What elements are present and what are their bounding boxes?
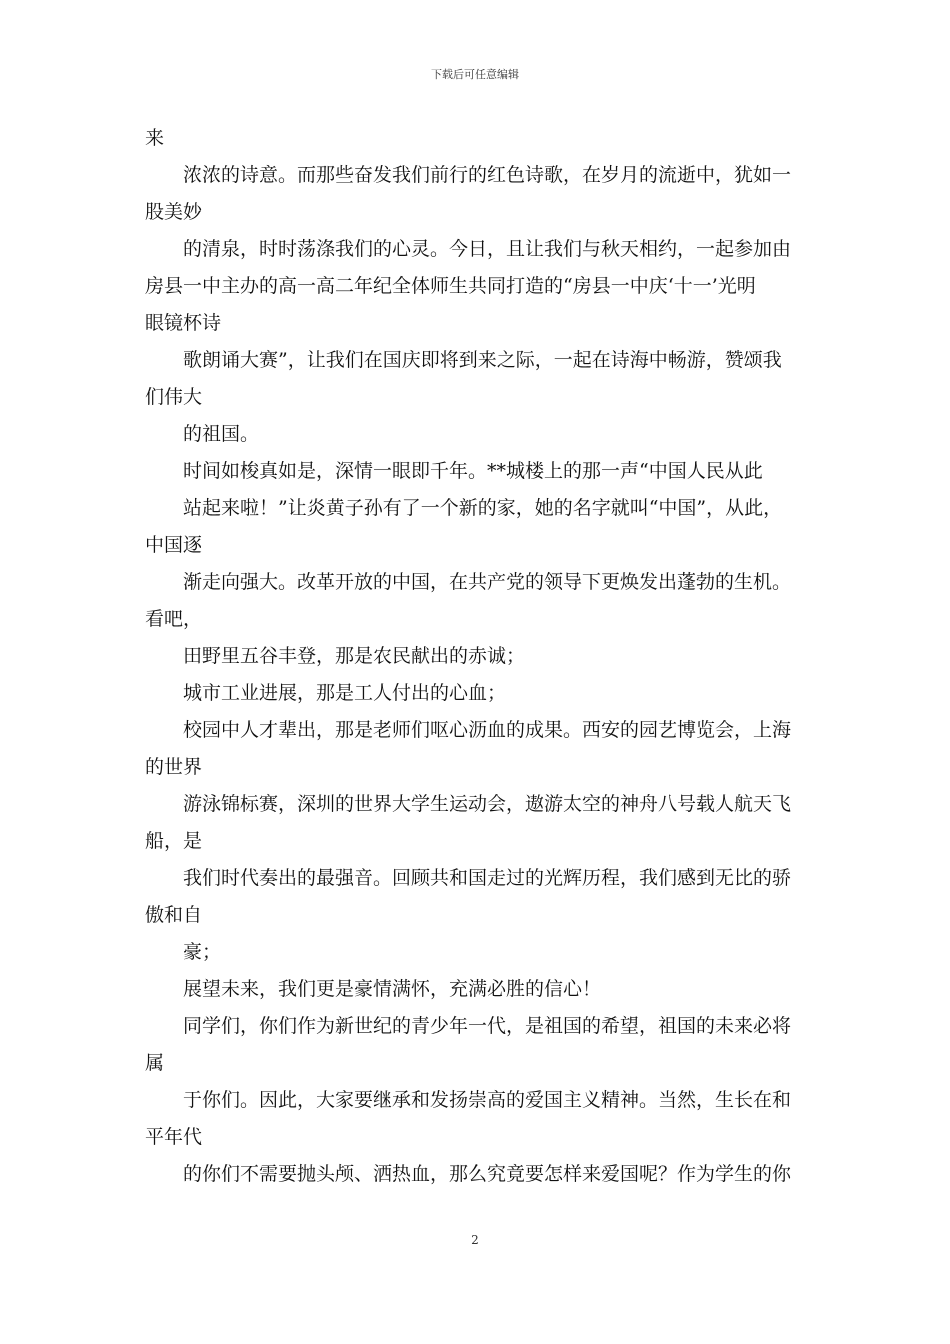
text-line: 站起来啦！”让炎黄子孙有了一个新的家，她的名字就叫“中国”，从此， [183, 497, 783, 519]
page-number: 2 [471, 1233, 479, 1247]
text-line: 渐走向强大。改革开放的中国，在共产党的领导下更焕发出蓬勃的生机。 [183, 571, 792, 593]
text-line: 看吧， [145, 608, 203, 630]
text-line: 眼镜杯诗 [145, 312, 222, 334]
text-line: 股美妙 [145, 201, 203, 223]
text-line: 房县一中主办的高一高二年纪全体师生共同打造的“房县一中庆‘十一’光明 [145, 275, 756, 297]
text-line: 平年代 [145, 1126, 203, 1148]
text-line: 时间如梭真如是，深情一眼即千年。**城楼上的那一声“中国人民从此 [183, 460, 763, 482]
text-line: 中国逐 [145, 534, 203, 556]
text-line: 田野里五谷丰登，那是农民献出的赤诚； [183, 645, 526, 667]
text-line: 校园中人才辈出，那是老师们呕心沥血的成果。西安的园艺博览会，上海 [183, 719, 792, 741]
page-header: 下载后可任意编辑 [431, 68, 519, 81]
text-line: 的清泉，时时荡涤我们的心灵。今日，且让我们与秋天相约，一起参加由 [183, 238, 792, 260]
text-line: 们伟大 [145, 386, 203, 408]
text-line: 我们时代奏出的最强音。回顾共和国走过的光辉历程，我们感到无比的骄 [183, 867, 792, 889]
text-line: 浓浓的诗意。而那些奋发我们前行的红色诗歌，在岁月的流逝中，犹如一 [183, 164, 792, 186]
text-line: 同学们，你们作为新世纪的青少年一代，是祖国的希望，祖国的未来必将 [183, 1015, 792, 1037]
text-line: 的世界 [145, 756, 203, 778]
text-line: 歌朗诵大赛”，让我们在国庆即将到来之际，一起在诗海中畅游，赞颂我 [183, 349, 782, 371]
text-line: 的你们不需要抛头颅、洒热血，那么究竟要怎样来爱国呢？作为学生的你 [183, 1163, 792, 1185]
text-line: 城市工业进展，那是工人付出的心血； [183, 682, 507, 704]
document-body [145, 120, 815, 1193]
text-line: 属 [145, 1052, 165, 1074]
text-line: 来 [145, 127, 165, 149]
text-line: 游泳锦标赛，深圳的世界大学生运动会，遨游太空的神舟八号载人航天飞 [183, 793, 792, 815]
text-line: 豪； [183, 941, 222, 963]
text-line: 船，是 [145, 830, 203, 852]
text-line: 傲和自 [145, 904, 203, 926]
text-line: 展望未来，我们更是豪情满怀，充满必胜的信心！ [183, 978, 602, 1000]
text-line: 于你们。因此，大家要继承和发扬崇高的爱国主义精神。当然，生长在和 [183, 1089, 792, 1111]
text-line: 的祖国。 [183, 423, 260, 445]
